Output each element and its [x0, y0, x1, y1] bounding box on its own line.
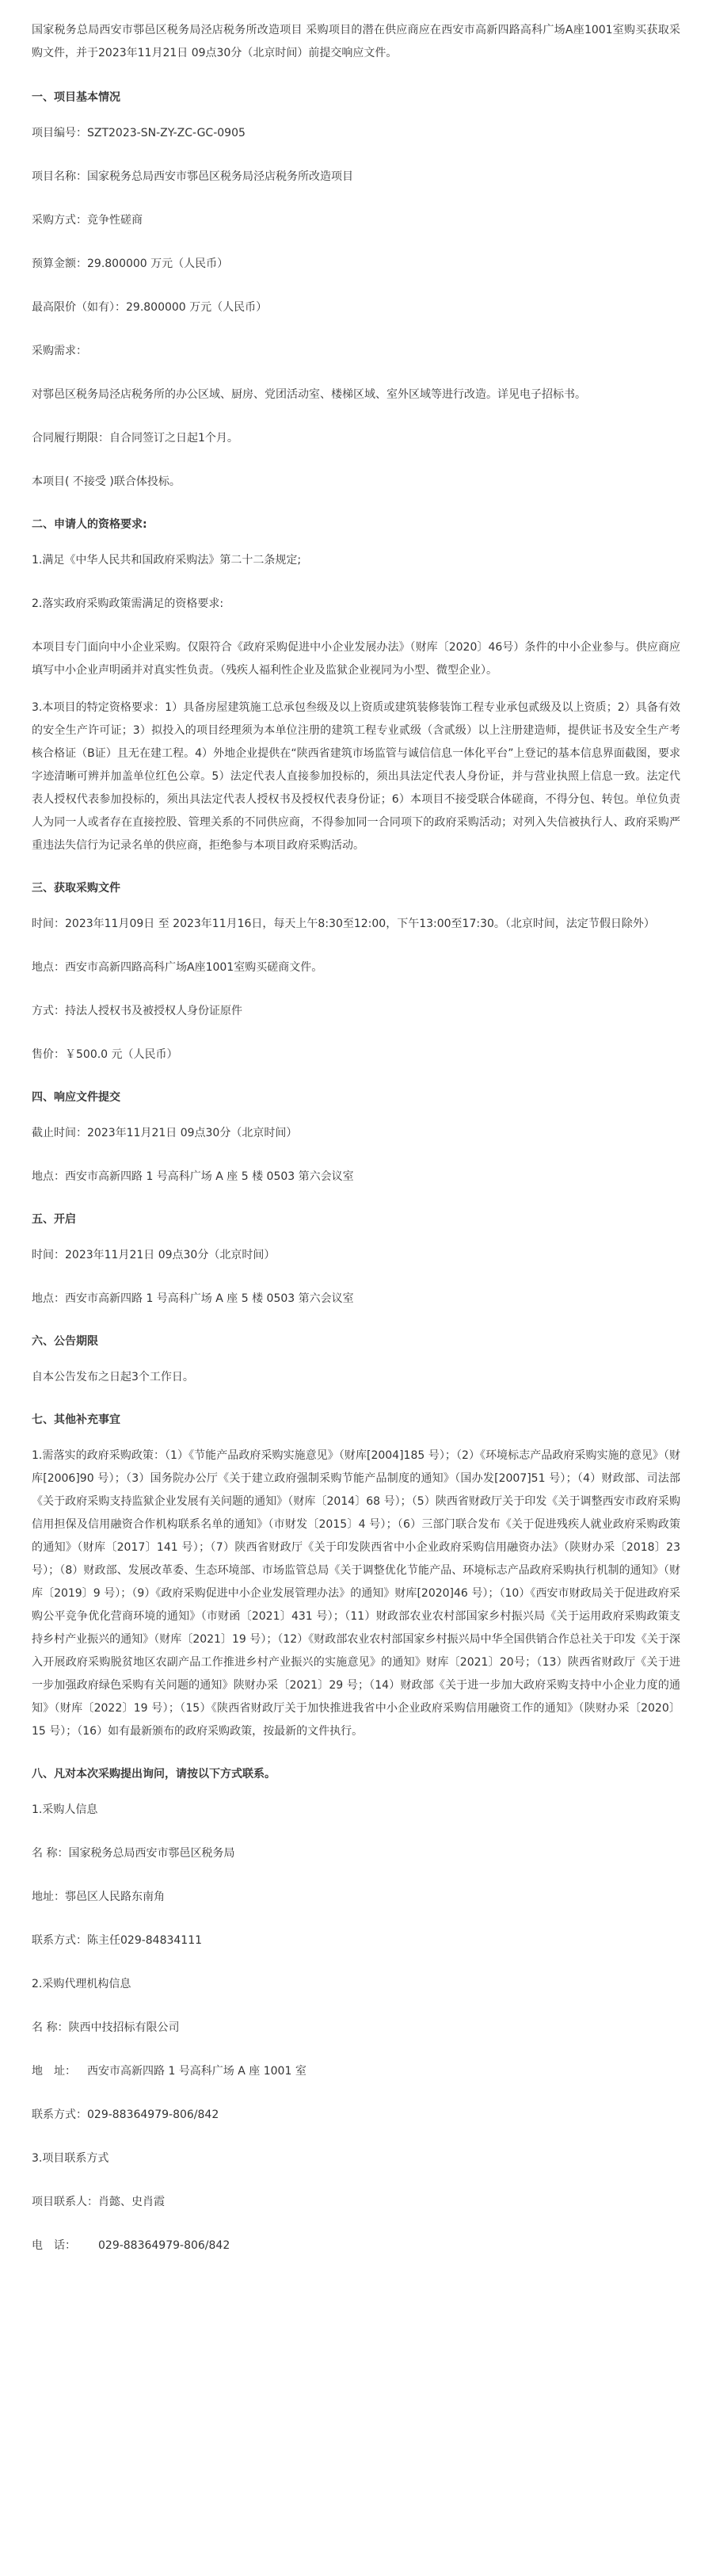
obtain-time: 时间：2023年11月09日 至 2023年11月16日，每天上午8:30至12:00，下午13:00至17:30。（北京时间，法定节假日除外） [32, 918, 655, 930]
obtain-way: 方式：持法人授权书及被授权人身份证原件 [32, 1005, 242, 1017]
submission-deadline: 截止时间：2023年11月21日 09点30分（北京时间） [32, 1127, 298, 1139]
section-title-obtain-docs: 三、获取采购文件 [32, 882, 120, 895]
qualification-3: 3.本项目的特定资格要求：1）具备房屋建筑施工总承包叁级及以上资质或建筑装修装饰工程专业承包贰级及以上资质；2）具备有效的安全生产许可证；3）拟投入的项目经理须为本单位注册的建筑工程专业贰级（含贰级）以上注册建造师，提供证书及安全生产考核合格证（B证）且无在建工程。4）外地企业提供在“陕西省建筑市场监管与诚信信息一体化平台”上登记的基本信息界面截图，要求字迹清晰可辨并加盖单位红色公章。5）法定代表人直接参加投标的，须出具法定代表人身份证，并与营业执照上信息一致。法定代表人授权代表参加投标的，须出具法定代表人授权书及授权代表身份证；6）本项目不接受联合体磋商，不得分包、转包。单位负责人为同一人或者存在直接控股、管理关系的不同供应商，不得参加同一合同项下的政府采购活动；对列入失信被执行人、政府采购严重违法失信行为记录名单的供应商，拒绝参与本项目政府采购活动。 [32, 701, 680, 852]
buyer-address: 地址：鄠邑区人民路东南角 [32, 1891, 165, 1903]
agency-address-label: 地 址： [32, 2065, 76, 2078]
buyer-name: 名 称：国家税务总局西安市鄠邑区税务局 [32, 1847, 235, 1860]
opening-time: 时间：2023年11月21日 09点30分（北京时间） [32, 1249, 276, 1261]
submission-place: 地点：西安市高新四路 1 号高科广场 A 座 5 楼 0503 第六会议室 [32, 1170, 354, 1183]
max-price: 最高限价（如有）：29.800000 万元（人民币） [32, 301, 268, 314]
consortium-policy: 本项目( 不接受 )联合体投标。 [32, 475, 181, 488]
project-contact-heading: 3.项目联系方式 [32, 2152, 109, 2165]
phone-number: 029-88364979-806/842 [98, 2239, 230, 2252]
section-title-contact: 八、凡对本次采购提出询问，请按以下方式联系。 [32, 1768, 276, 1780]
section-title-other-matters: 七、其他补充事宜 [32, 1414, 120, 1426]
demand-label: 采购需求： [32, 345, 87, 357]
opening-place: 地点：西安市高新四路 1 号高科广场 A 座 5 楼 0503 第六会议室 [32, 1292, 354, 1305]
buyer-info-heading: 1.采购人信息 [32, 1803, 98, 1816]
agency-name: 名 称：陕西中技招标有限公司 [32, 2021, 180, 2034]
obtain-place: 地点：西安市高新四路高科广场A座1001室购买磋商文件。 [32, 961, 323, 974]
phone-label: 电 话： [32, 2239, 76, 2252]
notice-period: 自本公告发布之日起3个工作日。 [32, 1371, 194, 1383]
project-number: 项目编号：SZT2023-SN-ZY-ZC-GC-0905 [32, 127, 246, 139]
agency-contact: 联系方式：029-88364979-806/842 [32, 2109, 219, 2121]
demand-description: 对鄠邑区税务局泾店税务所的办公区域、厨房、党团活动室、楼梯区域、室外区域等进行改造。详见电子招标书。 [32, 388, 586, 401]
procurement-method: 采购方式：竞争性磋商 [32, 214, 143, 227]
qualification-2-detail: 本项目专门面向中小企业采购。仅限符合《政府采购促进中小企业发展办法》（财库〔2020〕46号）条件的中小企业参与。供应商应填写中小企业声明函并对真实性负责。（残疾人福利性企业及监狱企业视同为小型、微型企业）。 [32, 641, 680, 677]
intro-paragraph: 国家税务总局西安市鄠邑区税务局泾店税务所改造项目 采购项目的潜在供应商应在西安市高新四路高科广场A座1001室购买获取采购文件，并于2023年11月21日 09点30分（北京时间）前提交响应文件。 [32, 24, 680, 59]
section-title-basic-info: 一、项目基本情况 [32, 91, 120, 104]
qualification-2: 2.落实政府采购政策需满足的资格要求: [32, 597, 224, 610]
policy-list: 1.需落实的政府采购政策：（1）《节能产品政府采购实施意见》（财库[2004]185 号）；（2）《环境标志产品政府采购实施的意见》（财库[2006]90 号）；（3）国务院办公厅《关于建立政府强制采购节能产品制度的通知》（国办发[2007]51 号）；（4）财政部、司法部《关于政府采购支持监狱企业发展有关问题的通知》（财库〔2014〕68 号）；（5）陕西省财政厅关于印发《关于调整西安市政府采购信用担保及信用融资合作机构联系名单的通知》（市财发〔2015〕4 号）；（6）三部门联合发布《关于促进残疾人就业政府采购政策的通知》（财库〔2017〕141 号）；（7）陕西省财政厅《关于印发陕西省中小企业政府采购信用融资办法》（陕财办采〔2018〕23 号）；（8）财政部、发展改革委、生态环境部、市场监管总局《关于调整优化节能产品、环境标志产品政府采购执行机制的通知》（财库〔2019〕9 号）；（9）《政府采购促进中小企业发展管理办法》的通知》财库[2020]46 号）；（10）《西安市财政局关于促进政府采购公平竞争优化营商环境的通知》（市财函〔2021〕431 号）；（11）财政部农业农村部国家乡村振兴局《关于运用政府采购政策支持乡村产业振兴的通知》（财库〔2021〕19 号）；（12）《财政部农业农村部国家乡村振兴局中华全国供销合作总社关于印发《关于深入开展政府采购脱贫地区农副产品工作推进乡村产业振兴的实施意见》的通知》财库〔2021〕20号；（13）陕西省财政厅《关于进一步加强政府绿色采购有关问题的通知》陕财办采〔2021〕29 号；（14）财政部《关于进一步加大政府采购支持中小企业力度的通知》（财库〔2022〕19 号）；（15）《陕西省财政厅关于加快推进我省中小企业政府采购信用融资工作的通知》（陕财办采〔2020〕15 号）；（16）如有最新颁布的政府采购政策，按最新的文件执行。 [32, 1449, 680, 1738]
section-title-notice-period: 六、公告期限 [32, 1335, 98, 1348]
agency-address: 西安市高新四路 1 号高科广场 A 座 1001 室 [87, 2065, 307, 2078]
project-contact-person: 项目联系人：肖懿、史肖霞 [32, 2196, 165, 2208]
contract-period: 合同履行期限：自合同签订之日起1个月。 [32, 432, 238, 445]
document-price: 售价：￥500.0 元（人民币） [32, 1048, 178, 1061]
agency-info-heading: 2.采购代理机构信息 [32, 1978, 131, 1990]
section-title-submission: 四、响应文件提交 [32, 1091, 120, 1104]
agency-address-row [32, 2060, 680, 2083]
buyer-contact: 联系方式：陈主任029-84834111 [32, 1934, 203, 1947]
budget-amount: 预算金额：29.800000 万元（人民币） [32, 258, 229, 270]
section-title-opening: 五、开启 [32, 1213, 76, 1226]
project-name: 项目名称：国家税务总局西安市鄠邑区税务局泾店税务所改造项目 [32, 170, 353, 183]
qualification-1: 1.满足《中华人民共和国政府采购法》第二十二条规定; [32, 554, 302, 567]
project-phone-row [32, 2234, 680, 2257]
section-title-qualifications: 二、申请人的资格要求: [32, 518, 147, 531]
